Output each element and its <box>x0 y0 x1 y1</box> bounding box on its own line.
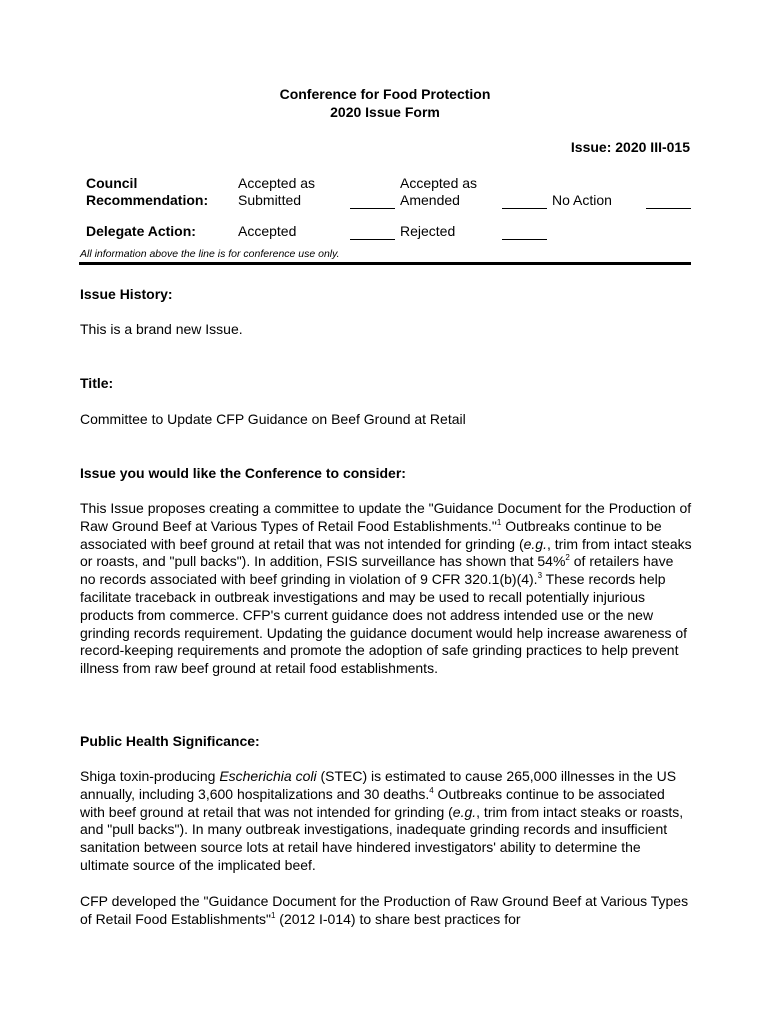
consider-paragraph: This Issue proposes creating a committee to update the "Guidance Document for the Production of Raw Ground Beef at Various Types of Retail Food Establishments."$^1$ Outbreaks continue to be associated with beef ground at retail that was not intended for grinding (e.g., trim from intact steaks or roasts, and "pull backs"). In addition, FSIS surveillance has shown that 54%$^2$ of retailers have no records associated with beef grinding in violation of 9 CFR 320.1(b)(4).$^3$ These records help facilitate traceback in outbreak investigations and may be used to recall potentially injurious products from commerce. CFP's current guidance does not address intended use or the new grinding records requirement. Updating the guidance document would help increase awareness of record-keeping requirements and promote the adoption of safe grinding practices to help prevent illness from raw beef ground at retail food establishments. <box>80 500 692 677</box>
delegate-rejected-label: Rejected <box>400 223 456 239</box>
delegate-rejected-blank[interactable] <box>502 239 547 240</box>
footnote-ref-2[interactable]: 2 <box>565 553 570 563</box>
public-health-heading: Public Health Significance: <box>80 733 260 749</box>
issue-number: Issue: 2020 III-015 <box>570 139 690 155</box>
accepted-as-submitted-line2: Submitted <box>238 192 302 208</box>
delegate-accepted-blank[interactable] <box>350 239 395 240</box>
cfp-guidance-paragraph: CFP developed the "Guidance Document for the Production of Raw Ground Beef at Various Types of Retail Food Establishments"$^1$ (2012 I-014) to share best practices for <box>80 893 689 927</box>
divider-line <box>79 262 691 265</box>
accepted-as-amended-line2: Amended <box>400 192 460 208</box>
public-health-paragraph: Shiga toxin-producing Escherichia coli (STEC) is estimated to cause 265,000 illnesses in the US annually, including 3,600 hospitalizations and 30 deaths.$^4$ Outbreaks continue to be associated with beef ground at retail that was not intended for grinding (e.g., trim from intact steaks or roasts, and "pull backs"). In many outbreak investigations, inadequate grinding records and insufficient sanitation between source lots at retail have hindered investigators' ability to determine the ultimate source of the implicated beef. <box>80 768 684 873</box>
form-title: 2020 Issue Form <box>330 104 440 120</box>
footnote-ref-3[interactable]: 3 <box>537 571 543 581</box>
accepted-submitted-blank[interactable] <box>350 208 395 209</box>
consider-heading: Issue you would like the Conference to consider: <box>80 465 406 481</box>
issue-history-heading: Issue History: <box>80 286 173 302</box>
issue-history-text: This is a brand new Issue. <box>80 321 243 337</box>
delegate-label: Delegate Action: <box>86 223 196 239</box>
delegate-accepted-label: Accepted <box>238 223 297 239</box>
title-text: Committee to Update CFP Guidance on Beef Ground at Retail <box>80 411 466 427</box>
conference-use-notice: All information above the line is for conference use only. <box>80 248 340 260</box>
org-title: Conference for Food Protection <box>279 86 491 102</box>
accepted-as-amended-line1: Accepted as <box>400 175 478 191</box>
no-action-blank[interactable] <box>646 208 691 209</box>
no-action-label: No Action <box>552 192 612 208</box>
accepted-as-submitted-line1: Accepted as <box>238 175 316 191</box>
accepted-amended-blank[interactable] <box>502 208 547 209</box>
council-label-line2: Recommendation: <box>86 192 209 208</box>
title-heading: Title: <box>80 375 114 391</box>
footnote-ref-4[interactable]: 4 <box>429 785 434 795</box>
council-label-line1: Council <box>86 175 138 191</box>
footnote-ref-1[interactable]: 1 <box>496 517 502 527</box>
footnote-ref-5[interactable]: 1 <box>270 910 276 920</box>
